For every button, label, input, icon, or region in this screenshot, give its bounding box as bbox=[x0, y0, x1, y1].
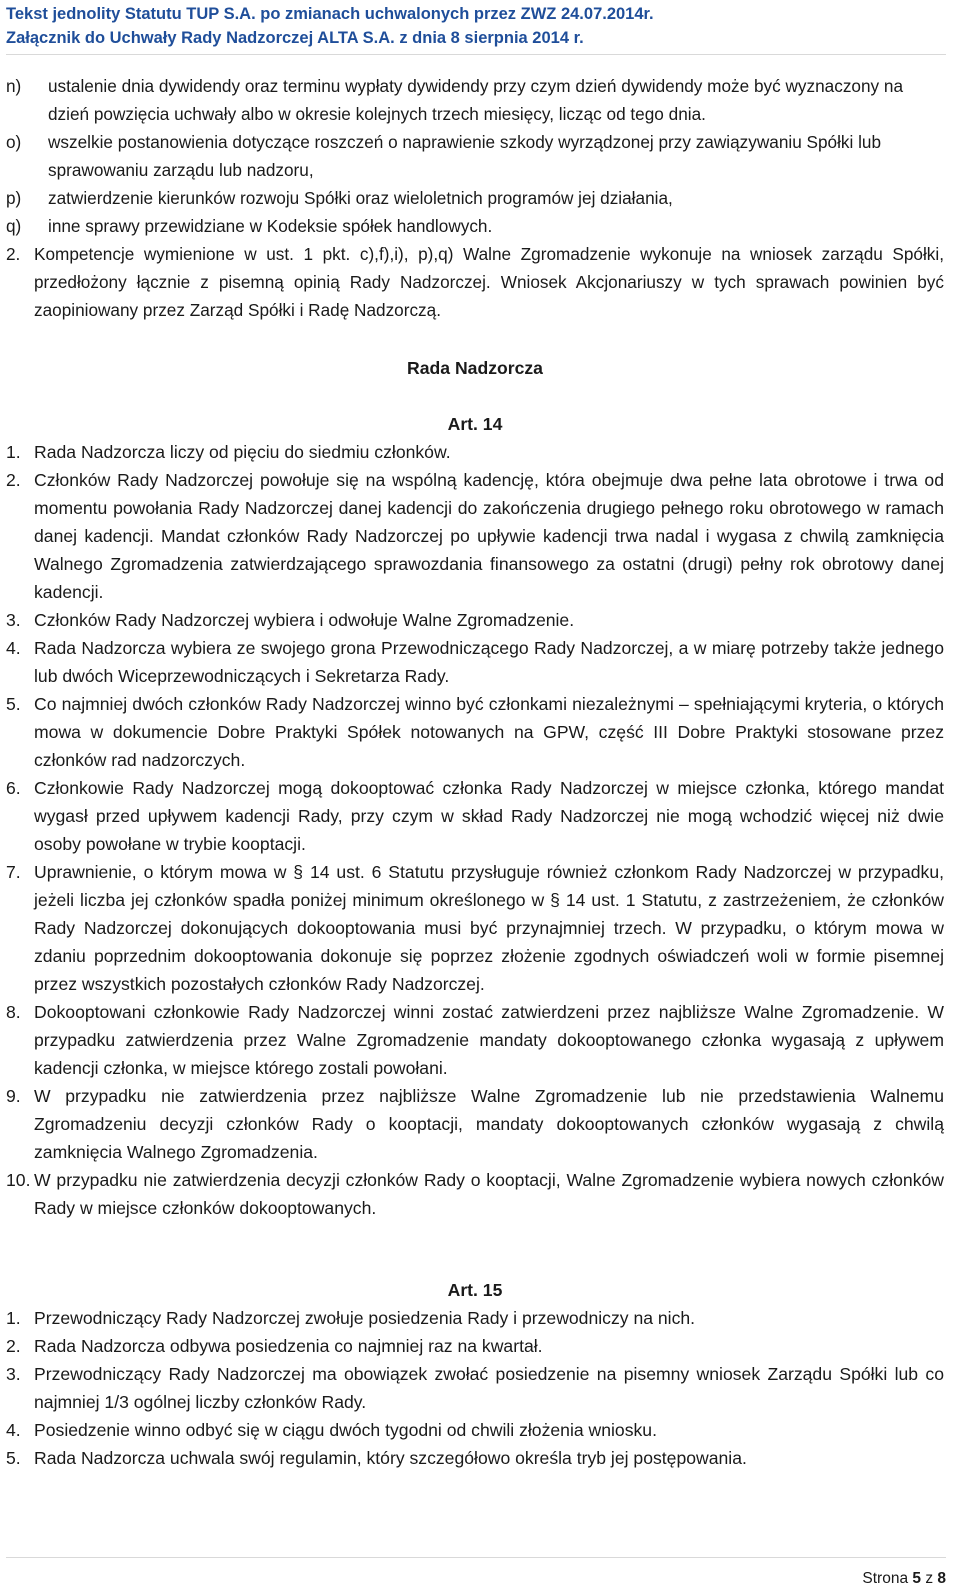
list-item-label: q) bbox=[6, 216, 22, 236]
page-current: 5 bbox=[912, 1570, 921, 1587]
document-body bbox=[6, 72, 944, 1472]
art-15-item bbox=[6, 1332, 944, 1360]
art-15-item bbox=[6, 1304, 944, 1332]
list-item-text: inne sprawy przewidziane w Kodeksie spółek handlowych. bbox=[48, 216, 493, 236]
item-label: 10. bbox=[6, 1170, 31, 1190]
list-item-o bbox=[6, 128, 944, 184]
list-item-text: zatwierdzenie kierunków rozwoju Spółki oraz wieloletnich programów jej działania, bbox=[48, 188, 673, 208]
art-14-item bbox=[6, 998, 944, 1082]
item-label: 1. bbox=[6, 1308, 21, 1328]
art-15-list bbox=[6, 1304, 944, 1472]
list-item-q bbox=[6, 212, 944, 240]
footer-divider bbox=[6, 1557, 946, 1558]
item-text: Rada Nadzorcza odbywa posiedzenia co najmniej raz na kwartał. bbox=[34, 1336, 543, 1356]
item-text: Posiedzenie winno odbyć się w ciągu dwóch tygodni od chwili złożenia wniosku. bbox=[34, 1420, 657, 1440]
item-label: 9. bbox=[6, 1086, 21, 1106]
item-text: Członków Rady Nadzorczej wybiera i odwołuje Walne Zgromadzenie. bbox=[34, 610, 575, 630]
section-title: Rada Nadzorcza bbox=[407, 358, 543, 378]
header-line-1: Tekst jednolity Statutu TUP S.A. po zmianach uchwalonych przez ZWZ 24.07.2014r. bbox=[6, 5, 654, 23]
item-text: Przewodniczący Rady Nadzorczej ma obowiązek zwołać posiedzenie na pisemny wniosek Zarządu Spółki lub co najmniej 1/3 ogólnej liczby członków Rady. bbox=[34, 1364, 944, 1412]
art-14-item bbox=[6, 774, 944, 858]
item-label: 1. bbox=[6, 442, 21, 462]
art-14-title: Art. 14 bbox=[447, 414, 503, 434]
item-label: 8. bbox=[6, 1002, 21, 1022]
art-14-item bbox=[6, 438, 944, 466]
item-label: 3. bbox=[6, 1364, 21, 1384]
header-divider bbox=[6, 54, 946, 55]
list-item-label: p) bbox=[6, 188, 22, 208]
art-15-item bbox=[6, 1416, 944, 1444]
list-item-text: wszelkie postanowienia dotyczące roszczeń o naprawienie szkody wyrządzonej przy zawiązywaniu Spółki lub sprawowaniu zarządu lub nadzoru, bbox=[48, 132, 882, 180]
item-text: W przypadku nie zatwierdzenia przez najbliższe Walne Zgromadzenie lub nie przedstawienia Walnemu Zgromadzeniu decyzji członków Rady o kooptacji, mandaty dokooptowanych członków wygasają z chwilą zamknięcia Walnego Zgromadzenia. bbox=[34, 1086, 944, 1162]
item-text: Co najmniej dwóch członków Rady Nadzorczej winno być członkami niezależnymi – spełniającymi kryteria, o których mowa w dokumencie Dobre Praktyki Spółek notowanych na GPW, część III Dobre Praktyki stosowane przez członków rad nadzorczych. bbox=[34, 694, 944, 770]
item-label: 3. bbox=[6, 610, 21, 630]
art-14-item bbox=[6, 858, 944, 998]
item-label: 5. bbox=[6, 694, 21, 714]
item-label: 4. bbox=[6, 638, 21, 658]
item-text: Członków Rady Nadzorczej powołuje się na wspólną kadencję, która obejmuje dwa pełne lata obrotowe i trwa od momentu powołania Rady Nadzorczej danej kadencji do zakończenia drugiego pełnego roku obrotowego w ramach danej kadencji. Mandat członków Rady Nadzorczej po upływie kadencji trwa nadal i wygasa z chwilą zamknięcia Walnego Zgromadzenia zatwierdzającego sprawozdania finansowego za ostatni (drugi) pełny rok obrotowy danej kadencji. bbox=[34, 470, 944, 602]
page-sep: z bbox=[925, 1570, 934, 1587]
page-header bbox=[6, 2, 946, 55]
item-text: Członkowie Rady Nadzorczej mogą dokooptować członka Rady Nadzorczej w miejsce członka, którego mandat wygasł przed upływem kadencji Rady, przy czym w skład Rady Nadzorczej nie mogą wchodzić więcej niż dwie osoby powołane w trybie kooptacji. bbox=[34, 778, 944, 854]
list-item-label: o) bbox=[6, 132, 22, 152]
item-text: W przypadku nie zatwierdzenia decyzji członków Rady o kooptacji, Walne Zgromadzenie wybiera nowych członków Rady w miejsce członków dokooptowanych. bbox=[34, 1170, 944, 1218]
art-14-item bbox=[6, 690, 944, 774]
art-14-item bbox=[6, 634, 944, 690]
point-2-text: Kompetencje wymienione w ust. 1 pkt. c),f),i), p),q) Walne Zgromadzenie wykonuje na wniosek zarządu Spółki, przedłożony łącznie z pisemną opinią Rady Nadzorczej. Wniosek Akcjonariuszy w tych sprawach powinien być zaopiniowany przez Zarząd Spółki i Radę Nadzorczą. bbox=[34, 244, 944, 320]
item-text: Rada Nadzorcza uchwala swój regulamin, który szczegółowo określa tryb jej postępowania. bbox=[34, 1448, 747, 1468]
item-text: Rada Nadzorcza liczy od pięciu do siedmiu członków. bbox=[34, 442, 451, 462]
art-15-title: Art. 15 bbox=[447, 1280, 503, 1300]
point-2 bbox=[6, 240, 944, 324]
art-14-item bbox=[6, 606, 944, 634]
point-2-label: 2. bbox=[6, 244, 21, 264]
header-line-2: Załącznik do Uchwały Rady Nadzorczej ALTA S.A. z dnia 8 sierpnia 2014 r. bbox=[6, 29, 584, 47]
item-label: 4. bbox=[6, 1420, 21, 1440]
list-item-n bbox=[6, 72, 944, 128]
list-item-text: ustalenie dnia dywidendy oraz terminu wypłaty dywidendy przy czym dzień dywidendy może być wyznaczony na dzień powzięcia uchwały albo w okresie kolejnych trzech miesięcy, licząc od tego dnia. bbox=[48, 76, 904, 124]
list-a bbox=[6, 72, 944, 240]
item-label: 7. bbox=[6, 862, 21, 882]
item-text: Przewodniczący Rady Nadzorczej zwołuje posiedzenia Rady i przewodniczy na nich. bbox=[34, 1308, 696, 1328]
art-15-item bbox=[6, 1444, 944, 1472]
item-label: 5. bbox=[6, 1448, 21, 1468]
page-footer bbox=[6, 1557, 946, 1590]
item-text: Dokooptowani członkowie Rady Nadzorczej winni zostać zatwierdzeni przez najbliższe Walne Zgromadzenie. W przypadku zatwierdzenia przez Walne Zgromadzenie mandaty dokooptowanego członka wygasają z upływem kadencji członka, w miejsce którego zostali powołani. bbox=[34, 1002, 944, 1078]
list-item-p bbox=[6, 184, 944, 212]
item-label: 6. bbox=[6, 778, 21, 798]
art-14-item bbox=[6, 1082, 944, 1166]
art-14-list bbox=[6, 438, 944, 1222]
item-text: Uprawnienie, o którym mowa w § 14 ust. 6 Statutu przysługuje również członkom Rady Nadzorczej w przypadku, jeżeli liczba jej członków spadła poniżej minimum określonego w § 14 ust. 1 Statutu, z zastrzeżeniem, że członków Rady Nadzorczej dokonujących dokooptowania musi być przynajmniej trzech. W przypadku, o którym mowa w zdaniu poprzednim dokooptowania dokonuje się poprzez złożenie zgodnych oświadczeń woli w formie pisemnej przez wszystkich pozostałych członków Rady Nadzorczej. bbox=[34, 862, 944, 994]
art-15-item bbox=[6, 1360, 944, 1416]
art-14-item bbox=[6, 1166, 944, 1222]
page-number bbox=[862, 1570, 946, 1587]
page-prefix: Strona bbox=[862, 1570, 909, 1587]
item-text: Rada Nadzorcza wybiera ze swojego grona Przewodniczącego Rady Nadzorczej, a w miarę potrzeby także jednego lub dwóch Wiceprzewodniczących i Sekretarza Rady. bbox=[34, 638, 944, 686]
page-total: 8 bbox=[937, 1570, 946, 1587]
item-label: 2. bbox=[6, 470, 21, 490]
list-item-label: n) bbox=[6, 76, 22, 96]
art-14-item bbox=[6, 466, 944, 606]
item-label: 2. bbox=[6, 1336, 21, 1356]
